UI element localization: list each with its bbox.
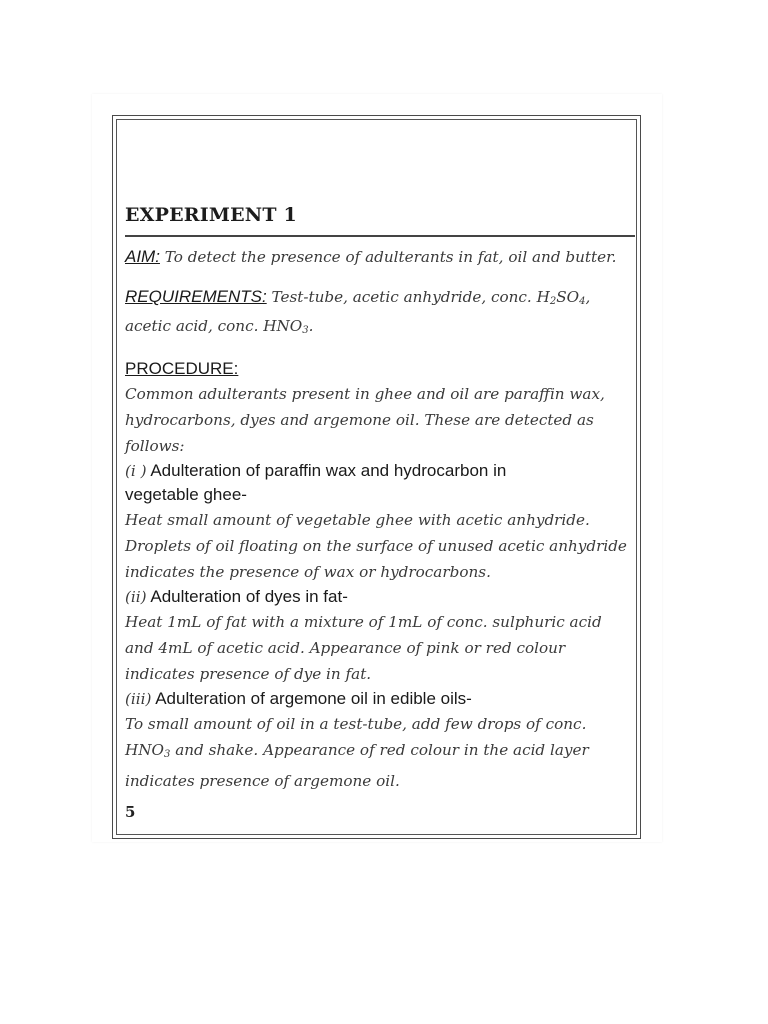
- requirements-text-2: SO: [556, 288, 580, 306]
- subscript: 4: [579, 296, 586, 307]
- section-body-1: [125, 507, 637, 585]
- intro-line: follows:: [125, 437, 185, 455]
- requirements-text-1: Test-tube, acetic anhydride, conc. H: [266, 288, 550, 306]
- body-line: Heat 1mL of fat with a mixture of 1mL of conc. sulphuric acid: [125, 613, 602, 631]
- experiment-title: EXPERIMENT 1: [125, 204, 297, 226]
- body-line: [125, 737, 637, 768]
- section-heading-text: Adulteration of dyes in fat-: [146, 587, 348, 606]
- subscript: 3: [164, 749, 171, 760]
- intro-line: Common adulterants present in ghee and oil are paraffin wax,: [125, 385, 605, 403]
- requirements-text-3: ,: [585, 288, 591, 306]
- section-heading-text: vegetable ghee-: [125, 485, 247, 504]
- body-text: and shake. Appearance of red colour in the acid layer: [170, 741, 589, 759]
- requirements-line-1: [125, 285, 637, 314]
- body-line: and 4mL of acetic acid. Appearance of pink or red colour: [125, 639, 566, 657]
- aim-label: AIM:: [125, 247, 160, 266]
- requirements-label: REQUIREMENTS:: [125, 287, 267, 306]
- section-body-3: [125, 711, 637, 794]
- body-line: Heat small amount of vegetable ghee with acetic anhydride.: [125, 511, 590, 529]
- section-heading-text: Adulteration of paraffin wax and hydrocarbon in: [146, 461, 507, 480]
- section-heading-3: [125, 687, 637, 711]
- requirements-text-4: acetic acid, conc. HNO: [125, 317, 303, 335]
- intro-line: hydrocarbons, dyes and argemone oil. These are detected as: [125, 411, 594, 429]
- requirements-line-2: [125, 314, 637, 343]
- procedure-intro: [125, 381, 637, 459]
- section-heading-text: Adulteration of argemone oil in edible oils-: [151, 689, 472, 708]
- requirements-block: [125, 285, 637, 343]
- procedure-block: [125, 357, 637, 794]
- body-line: indicates the presence of wax or hydrocarbons.: [125, 563, 491, 581]
- requirements-text-5: .: [308, 317, 314, 335]
- section-marker: (ii): [125, 588, 147, 606]
- section-marker: (i ): [125, 462, 147, 480]
- subscript: 2: [549, 296, 557, 307]
- body-line: indicates presence of argemone oil.: [125, 772, 400, 790]
- body-text: HNO: [125, 741, 164, 759]
- section-heading-1: [125, 459, 637, 507]
- section-body-2: [125, 609, 637, 687]
- procedure-label: PROCEDURE:: [125, 359, 239, 378]
- page-number: 5: [125, 803, 136, 821]
- body-line: Droplets of oil floating on the surface of unused acetic anhydride: [125, 537, 627, 555]
- subscript: 3: [302, 325, 309, 336]
- aim-line: [125, 244, 637, 270]
- section-heading-2: [125, 585, 637, 609]
- experiment-content: [125, 196, 637, 794]
- aim-text: To detect the presence of adulterants in fat, oil and butter.: [159, 248, 617, 266]
- title-rule: [125, 235, 635, 237]
- body-line: To small amount of oil in a test-tube, add few drops of conc.: [125, 715, 587, 733]
- body-line: indicates presence of dye in fat.: [125, 665, 372, 683]
- section-marker: (iii): [125, 690, 152, 708]
